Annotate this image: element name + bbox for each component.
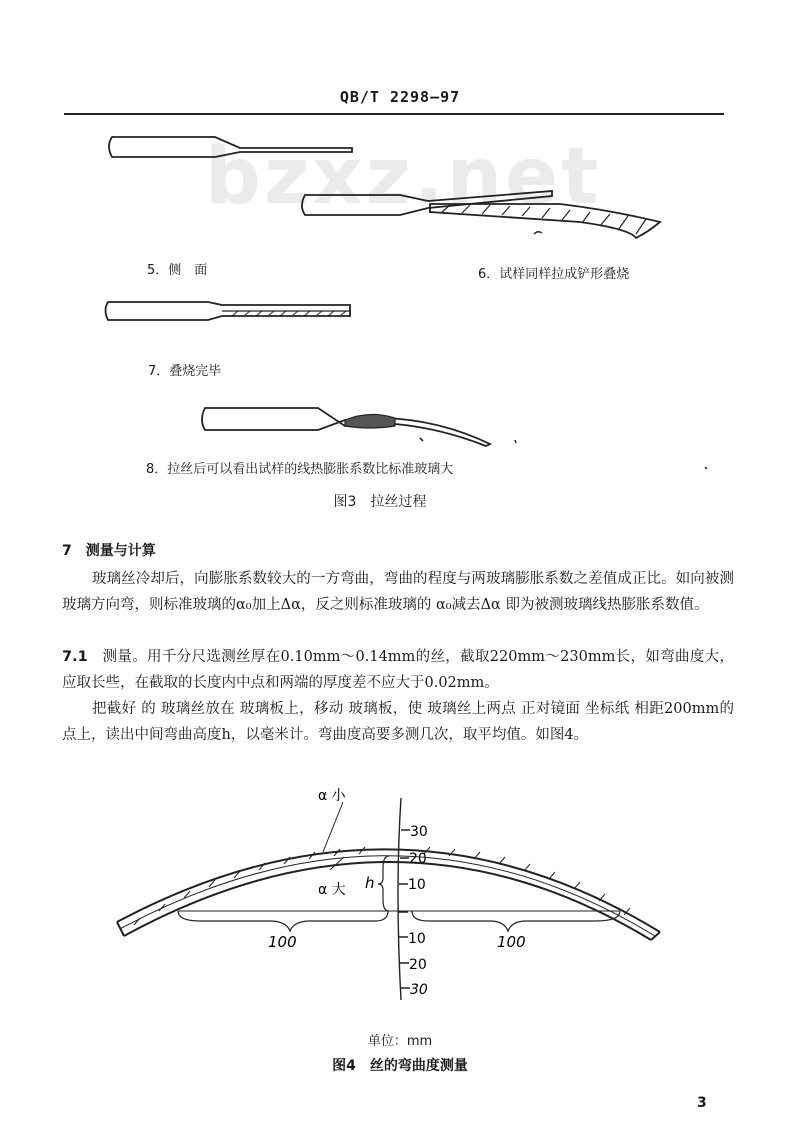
caption-step-8: 8．拉丝后可以看出试样的线热膨胀系数比标准玻璃大 <box>146 462 454 477</box>
label-alpha-small: α 小 <box>318 788 346 804</box>
subsection-7-1-number: 7.1 <box>62 649 88 665</box>
subsection-7-1-text: 测量。用千分尺选测丝厚在0.10mm～0.14mm的丝，截取220mm～230mm长，如弯曲度大，应取长些，在截取的长度内中点和两端的厚度差不应大于0.02mm。 <box>62 649 735 691</box>
section-7-heading: 7 测量与计算 <box>62 543 156 559</box>
caption-step-6: 6．试样同样拉成铲形叠烧 <box>478 267 630 282</box>
page-number: 3 <box>697 1095 707 1111</box>
drawn-fiber-bending <box>202 408 490 446</box>
shovel-shape-fusing <box>302 191 660 238</box>
figure4-curvature-diagram <box>0 760 800 1030</box>
label-alpha-large: α 大 <box>318 882 346 898</box>
scale-lower-20: 20 <box>409 957 427 973</box>
standard-code-header: QB/T 2298—97 <box>339 88 461 106</box>
scale-upper-10: 10 <box>408 877 426 893</box>
subsection-7-1 <box>62 644 734 696</box>
label-h: h <box>365 874 375 892</box>
label-span-left: 100 <box>268 933 297 951</box>
scale-upper-30: 30 <box>410 824 428 840</box>
figure3-title: 图3 拉丝过程 <box>333 494 427 510</box>
figure4-title: 图4 丝的弯曲度测量 <box>332 1058 468 1074</box>
sample-side-view <box>109 137 352 157</box>
caption-step-7: 7．叠烧完毕 <box>148 364 222 379</box>
measurement-paragraph: 把截好 的 玻璃丝放在 玻璃板上，移动 玻璃板，使 玻璃丝上两点 正对镜面 坐标纸 相距200mm的点上，读出中间弯曲高度h，以毫米计。弯曲度高要多测几次，取平均值。如图4。 <box>62 701 734 743</box>
caption-step-5: 5．侧 面 <box>147 263 208 278</box>
scale-lower-10: 10 <box>408 931 426 947</box>
scale-lower-30: 30 <box>410 982 428 998</box>
watermark: bzxz.net <box>205 132 602 222</box>
fusing-complete <box>106 302 351 320</box>
scale-upper-20: 20 <box>409 851 427 867</box>
section-7-paragraph: 玻璃丝冷却后，向膨胀系数较大的一方弯曲，弯曲的程度与两玻璃膨胀系数之差值成正比。如向被测玻璃方向弯，则标准玻璃的α₀加上Δα，反之则标准玻璃的 α₀减去Δα 即为被测玻璃线热膨胀系数值。 <box>62 571 734 613</box>
label-span-right: 100 <box>497 933 526 951</box>
figure3-drawings <box>0 0 800 520</box>
unit-label: 单位：mm <box>367 1034 433 1049</box>
